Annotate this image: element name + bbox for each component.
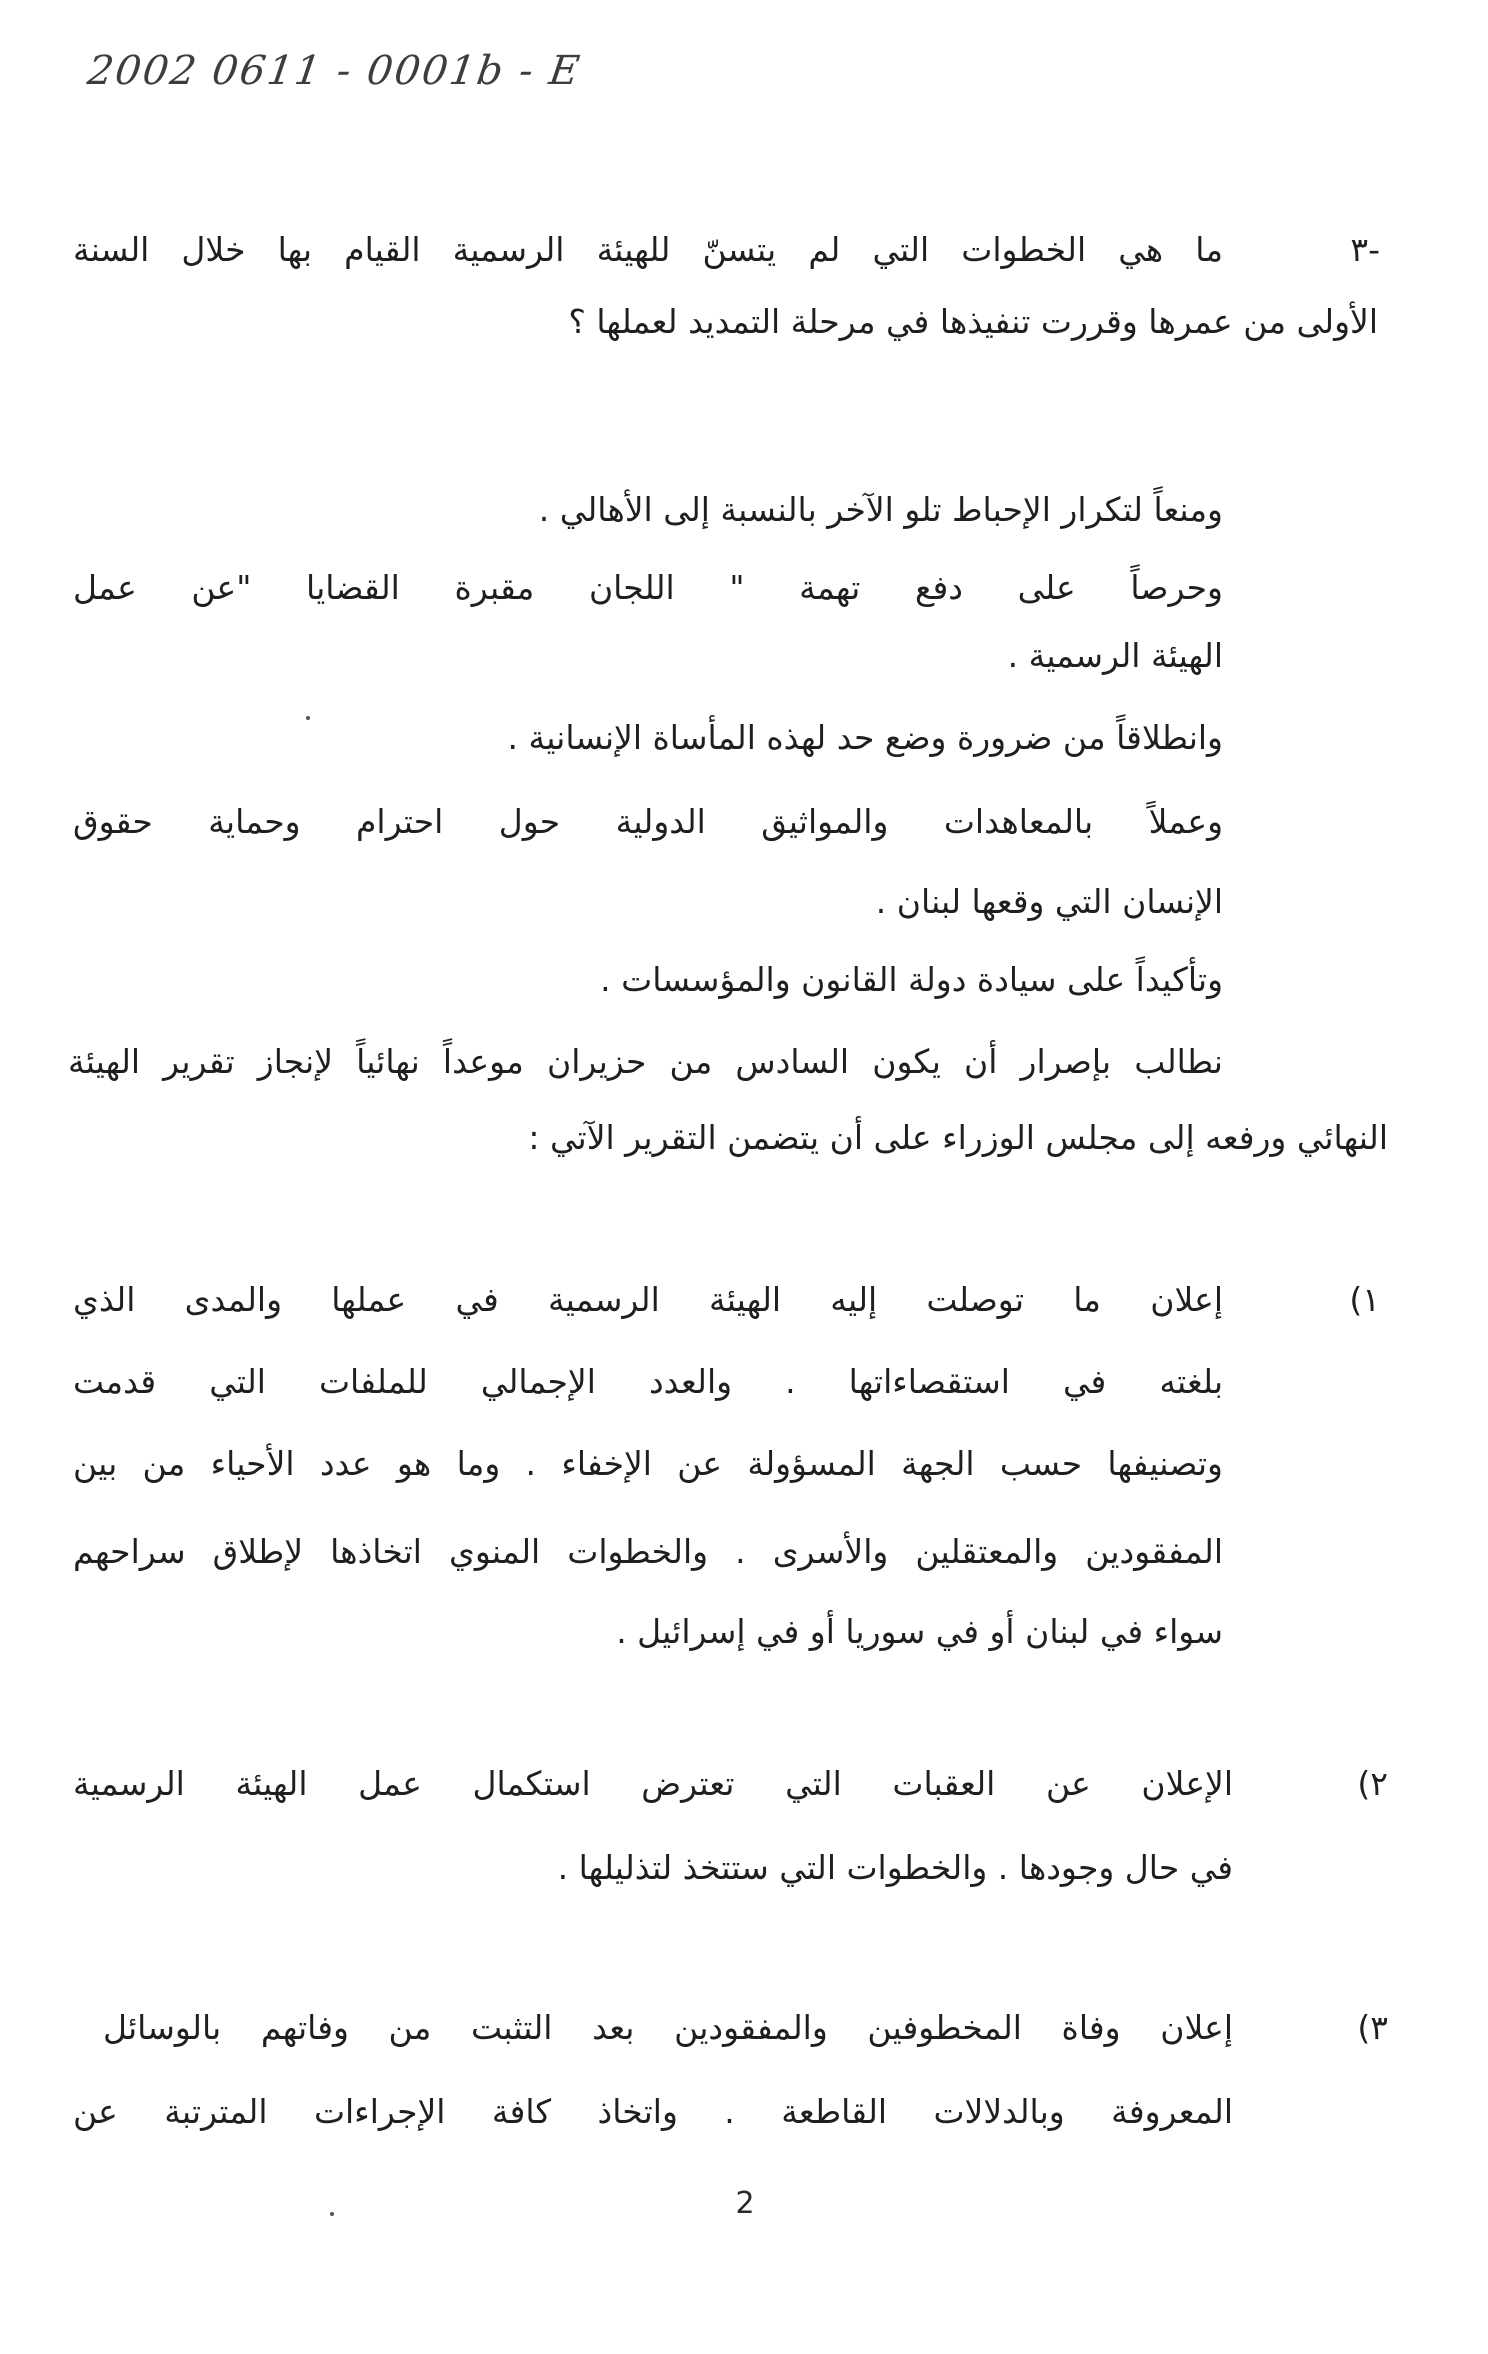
item-marker: ٣) [1357, 2008, 1388, 2047]
preamble-line: نطالب بإصرار أن يكون السادس من حزيران موعداً نهائياً لإنجاز تقرير الهيئة [68, 1042, 1223, 1081]
item-marker: ١) [1349, 1280, 1380, 1319]
item-line: سواء في لبنان أو في سوريا أو في إسرائيل . [616, 1612, 1223, 1651]
item-line: إعلان وفاة المخطوفين والمفقودين بعد التثبت من وفاتهم بالوسائل [103, 2008, 1233, 2047]
item-line: بلغته في استقصاءاتها . والعدد الإجمالي للملفات التي قدمت [73, 1362, 1223, 1401]
preamble-line: ومنعاً لتكرار الإحباط تلو الآخر بالنسبة إلى الأهالي . [538, 490, 1223, 529]
item-line: المعروفة وبالدلالات القاطعة . واتخاذ كافة الإجراءات المترتبة عن [73, 2092, 1233, 2131]
preamble-line: وتأكيداً على سيادة دولة القانون والمؤسسات . [600, 960, 1223, 999]
item-line: وتصنيفها حسب الجهة المسؤولة عن الإخفاء . وما هو عدد الأحياء من بين [73, 1444, 1223, 1483]
item-line: المفقودين والمعتقلين والأسرى . والخطوات المنوي اتخاذها لإطلاق سراحهم [73, 1532, 1223, 1571]
question-line: الأولى من عمرها وقررت تنفيذها في مرحلة التمديد لعملها ؟ [568, 302, 1378, 341]
preamble-line: النهائي ورفعه إلى مجلس الوزراء على أن يتضمن التقرير الآتي : [528, 1118, 1388, 1157]
item-line: في حال وجودها . والخطوات التي ستتخذ لتذليلها . [557, 1848, 1233, 1887]
handwritten-reference-code: 2002 0611 - 0001b - E [84, 48, 585, 94]
question-marker: -٣ [1350, 230, 1380, 269]
scan-speck [330, 2212, 334, 2216]
preamble-line: وحرصاً على دفع تهمة " اللجان مقبرة القضايا "عن عمل [73, 568, 1223, 607]
page-number: 2 [735, 2186, 755, 2221]
preamble-line: الهيئة الرسمية . [1007, 636, 1223, 675]
preamble-line: وعملاً بالمعاهدات والمواثيق الدولية حول احترام وحماية حقوق [73, 802, 1223, 841]
scan-speck [306, 716, 310, 720]
preamble-line: وانطلاقاً من ضرورة وضع حد لهذه المأساة الإنسانية . [507, 718, 1223, 757]
item-line: الإعلان عن العقبات التي تعترض استكمال عمل الهيئة الرسمية [73, 1764, 1233, 1803]
item-marker: ٢) [1357, 1764, 1388, 1803]
item-line: إعلان ما توصلت إليه الهيئة الرسمية في عملها والمدى الذي [73, 1280, 1223, 1319]
preamble-line: الإنسان التي وقعها لبنان . [875, 882, 1223, 921]
question-line: ما هي الخطوات التي لم يتسنّ للهيئة الرسمية القيام بها خلال السنة [73, 230, 1223, 269]
